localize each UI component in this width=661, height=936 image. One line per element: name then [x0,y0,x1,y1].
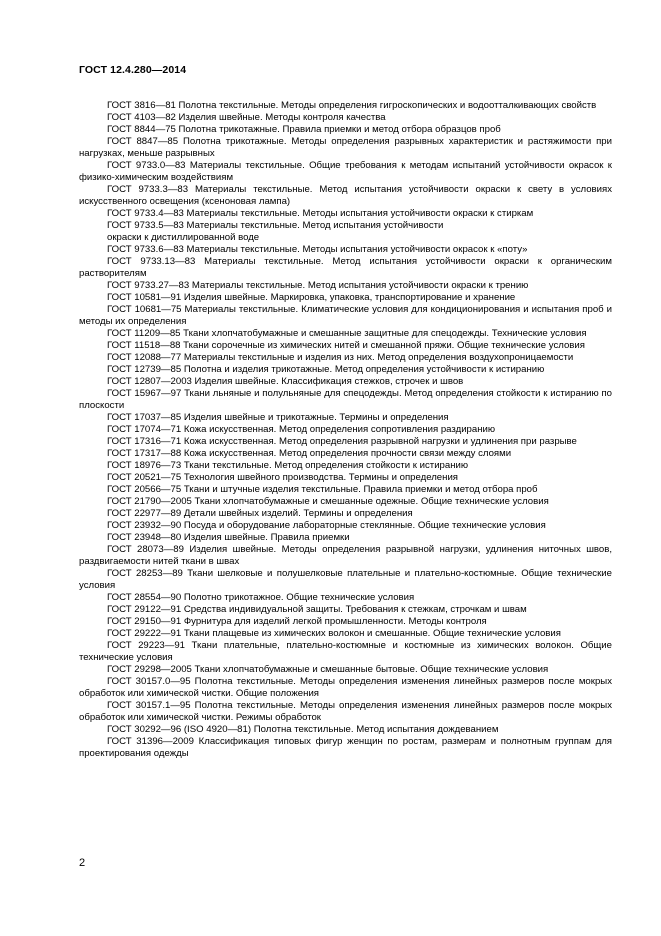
reference-entry: ГОСТ 3816—81 Полотна текстильные. Методы определения гигроскопических и водоотталкивающих свойств [107,100,597,111]
reference-entry: ГОСТ 28253—89 Ткани шелковые и полушелковые плательные и плательно-костюмные. Общие технические условия [79,568,612,591]
reference-entry: ГОСТ 30157.0—95 Полотна текстильные. Методы определения изменения линейных размеров после мокрых обработок или химической чистки. Общие положения [79,676,612,699]
reference-entry: ГОСТ 23948—80 Изделия швейные. Правила приемки [107,532,350,543]
reference-entry: ГОСТ 12807—2003 Изделия швейные. Классификация стежков, строчек и швов [107,376,464,387]
reference-entry: ГОСТ 9733.5—83 Материалы текстильные. Метод испытания устойчивости [107,220,444,231]
reference-entry: ГОСТ 9733.3—83 Материалы текстильные. Метод испытания устойчивости окраски к свету в условиях искусственного освещения (ксеноновая лампа) [79,184,612,207]
reference-entry: ГОСТ 4103—82 Изделия швейные. Методы контроля качества [107,112,386,123]
reference-entry: ГОСТ 12739—85 Полотна и изделия трикотажные. Метод определения устойчивости к истиранию [107,364,545,375]
reference-entry: ГОСТ 23932—90 Посуда и оборудование лабораторные стеклянные. Общие технические условия [107,520,546,531]
reference-entry: ГОСТ 28073—89 Изделия швейные. Методы определения разрывной нагрузки, удлинения ниточных швов, раздвигаемости нитей ткани в швах [79,544,612,567]
normative-references-list [79,100,612,760]
reference-entry: ГОСТ 17317—88 Кожа искусственная. Метод определения прочности связи между слоями [107,448,512,459]
reference-entry: ГОСТ 10681—75 Материалы текстильные. Климатические условия для кондиционирования и испытания проб и методы их определения [79,304,612,327]
reference-entry: ГОСТ 17074—71 Кожа искусственная. Метод определения сопротивления раздиранию [107,424,496,435]
reference-entry-continuation: окраски к дистиллированной воде [107,232,260,243]
reference-entry: ГОСТ 9733.27—83 Материалы текстильные. Метод испытания устойчивости окраски к трению [107,280,529,291]
reference-entry: ГОСТ 10581—91 Изделия швейные. Маркировка, упаковка, транспортирование и хранение [107,292,516,303]
reference-entry: ГОСТ 22977—89 Детали швейных изделий. Термины и определения [107,508,413,519]
reference-entry: ГОСТ 31396—2009 Классификация типовых фигур женщин по ростам, размерам и полнотным группам для проектирования одежды [79,736,612,759]
reference-entry: ГОСТ 15967—97 Ткани льняные и полульняные для спецодежды. Метод определения стойкости к истиранию по плоскости [79,388,612,411]
reference-entry: ГОСТ 18976—73 Ткани текстильные. Метод определения стойкости к истиранию [107,460,469,471]
reference-entry: ГОСТ 29122—91 Средства индивидуальной защиты. Требования к стежкам, строчкам и швам [107,604,527,615]
reference-entry: ГОСТ 28554—90 Полотно трикотажное. Общие технические условия [107,592,415,603]
reference-entry: ГОСТ 30157.1—95 Полотна текстильные. Методы определения изменения линейных размеров после мокрых обработок или химической чистки. Режимы обработок [79,700,612,723]
reference-entry: ГОСТ 29150—91 Фурнитура для изделий легкой промышленности. Методы контроля [107,616,487,627]
reference-entry: ГОСТ 30292—96 (ISO 4920—81) Полотна текстильные. Метод испытания дождеванием [107,724,499,735]
reference-entry: ГОСТ 20566—75 Ткани и штучные изделия текстильные. Правила приемки и метод отбора проб [107,484,538,495]
document-header: ГОСТ 12.4.280—2014 [79,64,187,76]
reference-entry: ГОСТ 29298—2005 Ткани хлопчатобумажные и смешанные бытовые. Общие технические условия [107,664,549,675]
reference-entry: ГОСТ 9733.4—83 Материалы текстильные. Методы испытания устойчивости окраски к стиркам [107,208,534,219]
reference-entry: ГОСТ 17316—71 Кожа искусственная. Метод определения разрывной нагрузки и удлинения при разрыве [107,436,577,447]
reference-entry: ГОСТ 21790—2005 Ткани хлопчатобумажные и смешанные одежные. Общие технические условия [107,496,549,507]
reference-entry: ГОСТ 29222—91 Ткани плащевые из химических волокон и смешанные. Общие технические условия [107,628,561,639]
reference-entry: ГОСТ 8844—75 Полотна трикотажные. Правила приемки и метод отбора образцов проб [107,124,501,135]
reference-entry: ГОСТ 11209—85 Ткани хлопчатобумажные и смешанные защитные для спецодежды. Технические условия [107,328,587,339]
reference-entry: ГОСТ 9733.6—83 Материалы текстильные. Методы испытания устойчивости окрасок к «поту» [107,244,528,255]
reference-entry: ГОСТ 12088—77 Материалы текстильные и изделия из них. Метод определения воздухопроницаемости [107,352,574,363]
reference-entry: ГОСТ 29223—91 Ткани плательные, плательно-костюмные и костюмные из химических волокон. Общие технические условия [79,640,612,663]
reference-entry: ГОСТ 17037—85 Изделия швейные и трикотажные. Термины и определения [107,412,449,423]
page-number: 2 [79,857,86,869]
reference-entry: ГОСТ 9733.13—83 Материалы текстильные. Метод испытания устойчивости окраски к органическим растворителям [79,256,612,279]
reference-entry: ГОСТ 20521—75 Технология швейного производства. Термины и определения [107,472,458,483]
reference-entry: ГОСТ 8847—85 Полотна трикотажные. Методы определения разрывных характеристик и растяжимости при нагрузках, меньше разрывных [79,136,612,159]
reference-entry: ГОСТ 11518—88 Ткани сорочечные из химических нитей и смешанной пряжи. Общие технические условия [107,340,585,351]
reference-entry: ГОСТ 9733.0—83 Материалы текстильные. Общие требования к методам испытаний устойчивости окрасок к физико-химическим воздействиям [79,160,612,183]
